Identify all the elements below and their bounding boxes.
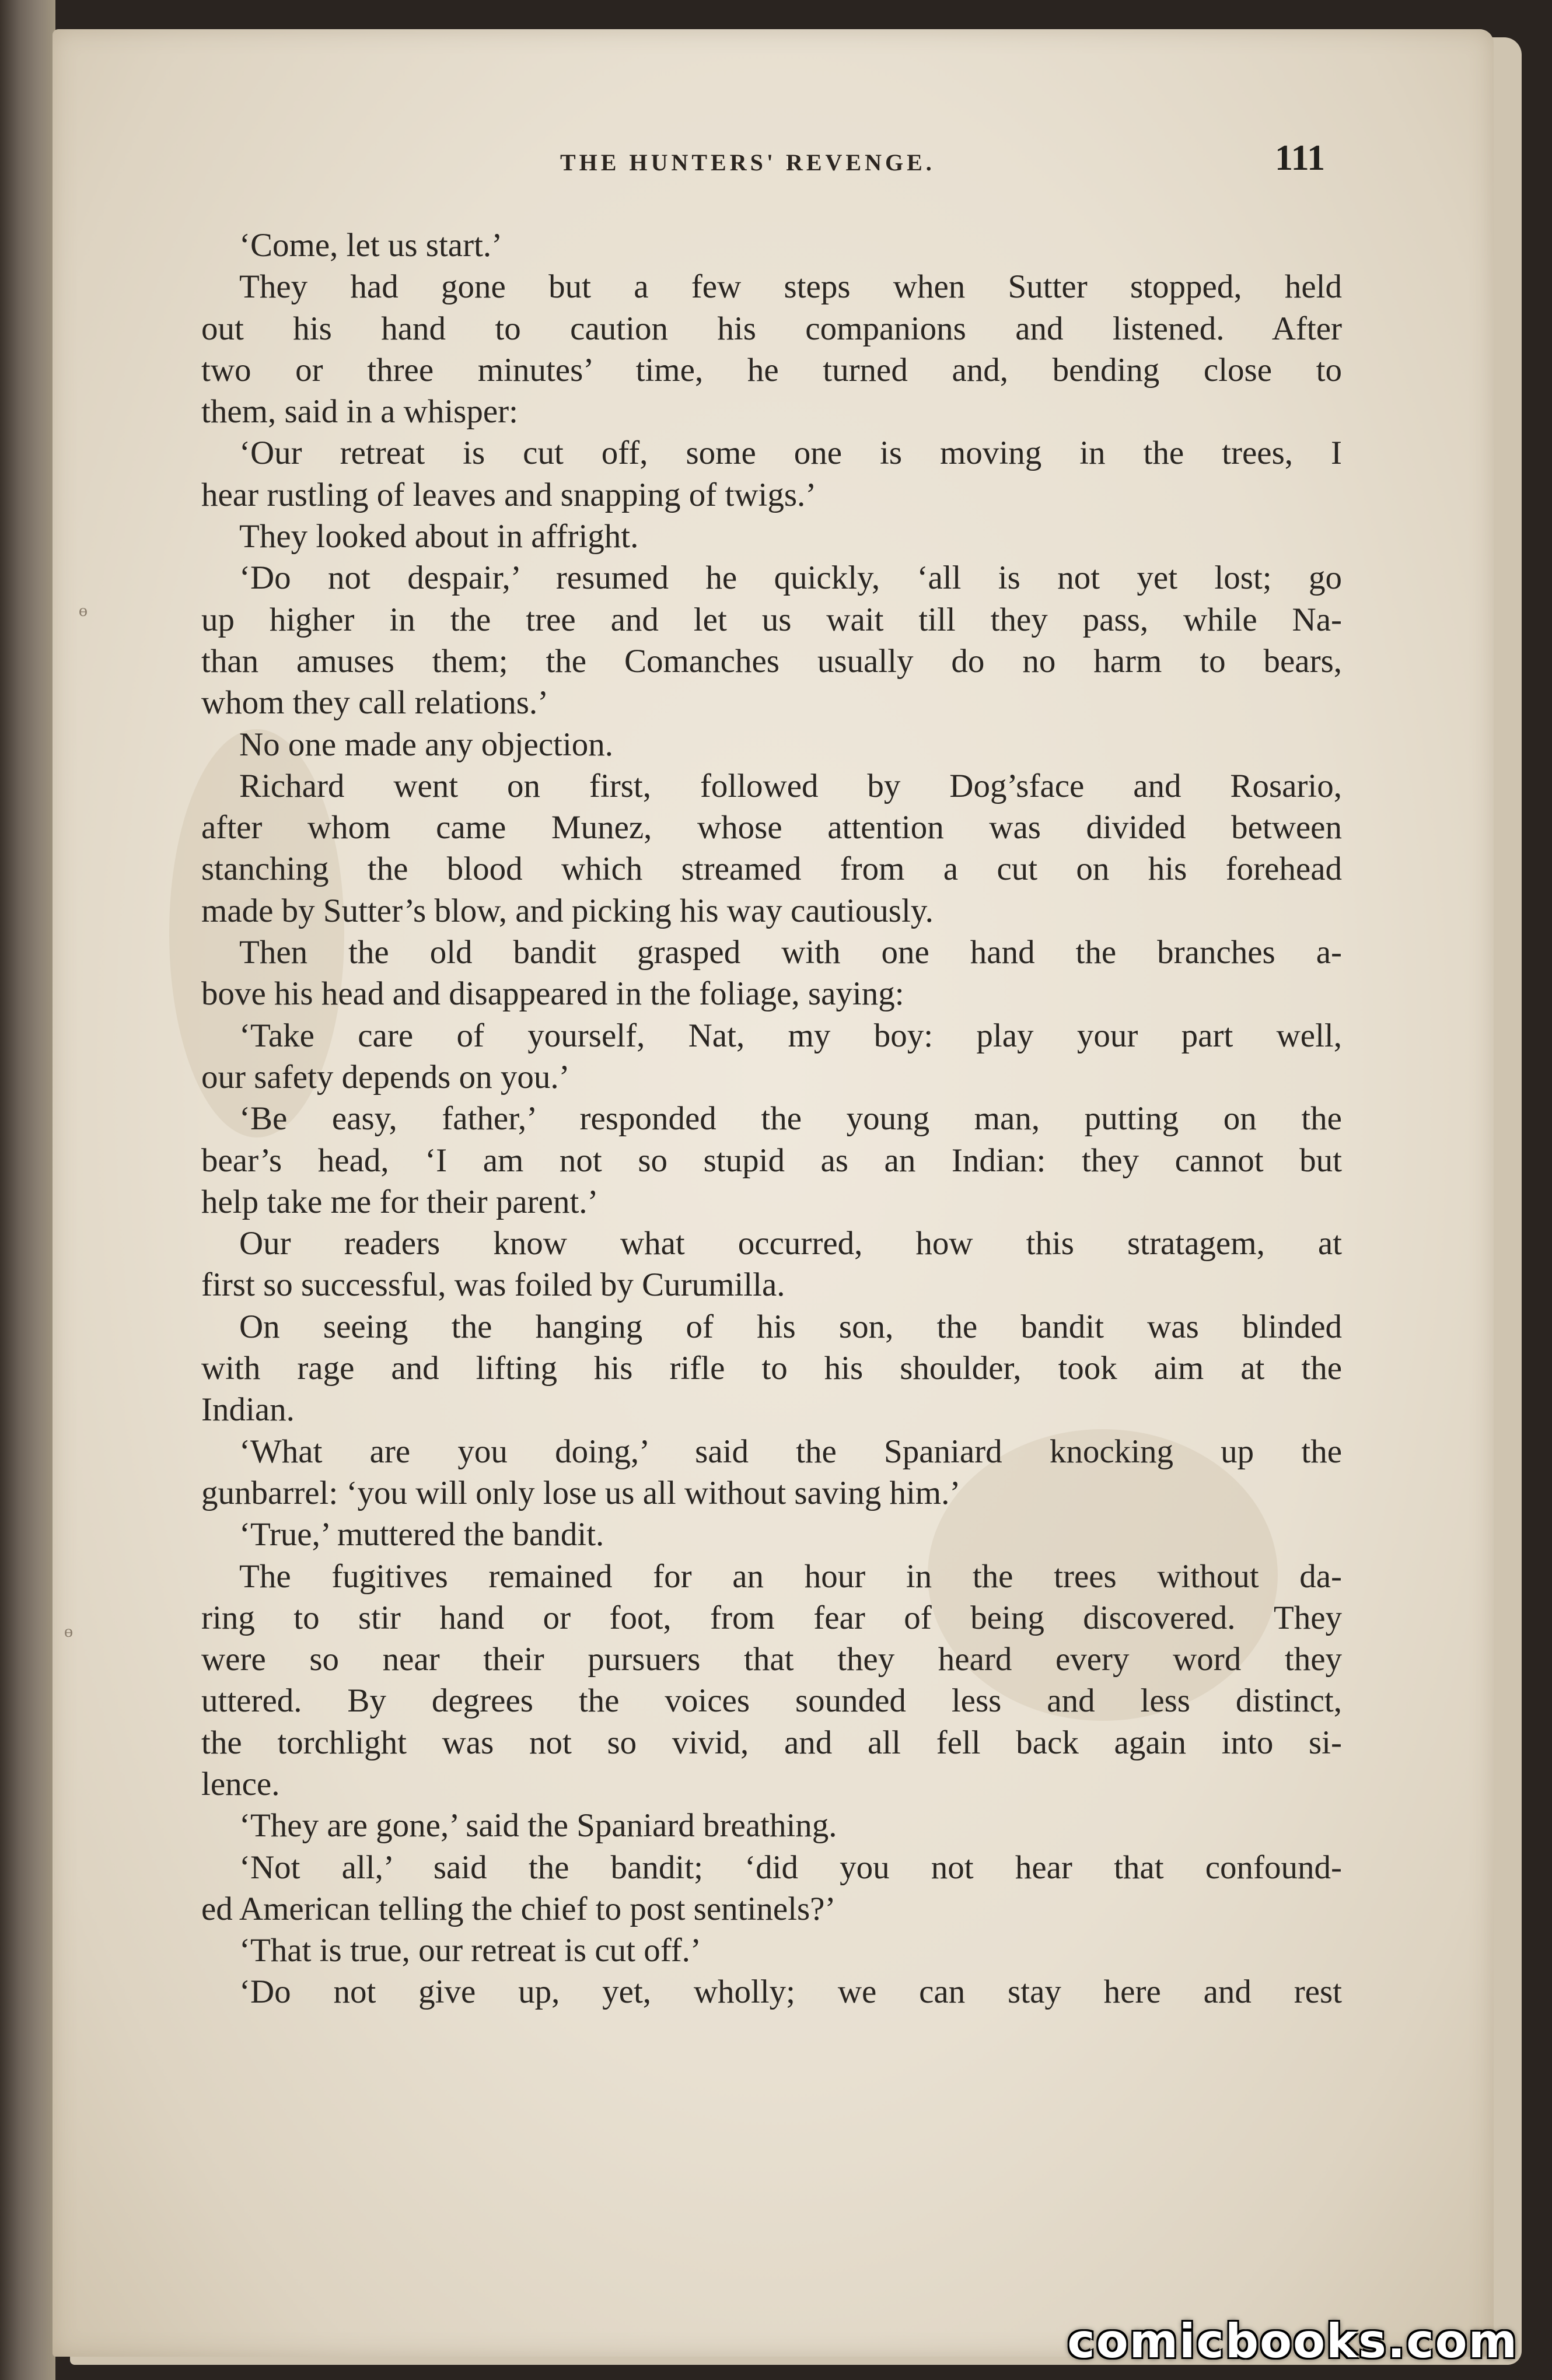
text-line: ring to stir hand or foot, from fear of being discovered. They (201, 1599, 1342, 1636)
margin-mark: ɵ (64, 1622, 73, 1641)
text-line: ‘Do not give up, yet, wholly; we can stay here and rest (239, 1973, 1342, 2011)
text-line: lence. (201, 1765, 280, 1803)
text-line: help take me for their parent.’ (201, 1183, 599, 1220)
text-line: ‘Take care of yourself, Nat, my boy: play your part well, (239, 1017, 1342, 1054)
text-line: made by Sutter’s blow, and picking his way cautiously. (201, 892, 934, 929)
text-line: ‘Be easy, father,’ responded the young man, putting on the (239, 1100, 1342, 1138)
text-line: gunbarrel: ‘you will only lose us all without saving him.’ (201, 1474, 961, 1511)
text-line: ‘Our retreat is cut off, some one is moving in the trees, I (239, 435, 1342, 472)
text-line: with rage and lifting his rifle to his shoulder, took aim at the (201, 1350, 1342, 1387)
text-line: ed American telling the chief to post sentinels?’ (201, 1890, 836, 1927)
text-line: Indian. (201, 1391, 295, 1429)
adjacent-page-edge (0, 0, 55, 2380)
text-line: ‘Do not despair,’ resumed he quickly, ‘all is not yet lost; go (239, 559, 1342, 597)
text-line: them, said in a whisper: (201, 393, 518, 430)
text-line: No one made any objection. (239, 726, 614, 763)
text-line: after whom came Munez, whose attention was divided between (201, 809, 1342, 846)
text-line: hear rustling of leaves and snapping of twigs.’ (201, 476, 817, 513)
text-line: uttered. By degrees the voices sounded less and less distinct, (201, 1682, 1342, 1720)
text-line: ‘That is true, our retreat is cut off.’ (239, 1932, 701, 1969)
watermark: comicbooks.com (1067, 2314, 1518, 2368)
text-line: ‘They are gone,’ said the Spaniard breathing. (239, 1807, 837, 1845)
text-line: whom they call relations.’ (201, 684, 549, 722)
text-line: the torchlight was not so vivid, and all fell back again into si- (201, 1724, 1342, 1761)
text-line: two or three minutes’ time, he turned and, bending close to (201, 351, 1342, 388)
page-number: 111 (1275, 138, 1326, 178)
text-line: Then the old bandit grasped with one hand the branches a- (239, 934, 1342, 971)
text-line: ‘True,’ muttered the bandit. (239, 1516, 604, 1553)
text-line: out his hand to caution his companions and listened. After (201, 310, 1342, 347)
body-text (201, 225, 1342, 2013)
text-line: ‘Come, let us start.’ (239, 227, 503, 264)
text-line: bove his head and disappeared in the foliage, saying: (201, 975, 904, 1013)
text-line: bear’s head, ‘I am not so stupid as an Indian: they cannot but (201, 1142, 1342, 1179)
text-line: stanching the blood which streamed from a cut on his forehead (201, 850, 1342, 888)
margin-mark: ɵ (79, 601, 88, 620)
text-line: than amuses them; the Comanches usually do no harm to bears, (201, 642, 1342, 680)
text-line: The fugitives remained for an hour in the trees without da- (239, 1558, 1342, 1595)
text-line: ‘Not all,’ said the bandit; ‘did you not hear that confound- (239, 1849, 1342, 1886)
text-line: up higher in the tree and let us wait till they pass, while Na- (201, 601, 1342, 638)
text-line: They looked about in affright. (239, 518, 639, 555)
text-line: On seeing the hanging of his son, the bandit was blinded (239, 1308, 1342, 1345)
text-line: our safety depends on you.’ (201, 1058, 570, 1096)
text-line: first so successful, was foiled by Curumilla. (201, 1266, 785, 1304)
text-line: ‘What are you doing,’ said the Spaniard knocking up the (239, 1433, 1342, 1470)
running-head: THE HUNTERS' REVENGE. (560, 149, 935, 176)
text-line: Our readers know what occurred, how this stratagem, at (239, 1225, 1342, 1262)
text-line: They had gone but a few steps when Sutter stopped, held (239, 268, 1342, 306)
text-line: were so near their pursuers that they heard every word they (201, 1641, 1342, 1678)
text-line: Richard went on first, followed by Dog’sface and Rosario, (239, 767, 1342, 804)
